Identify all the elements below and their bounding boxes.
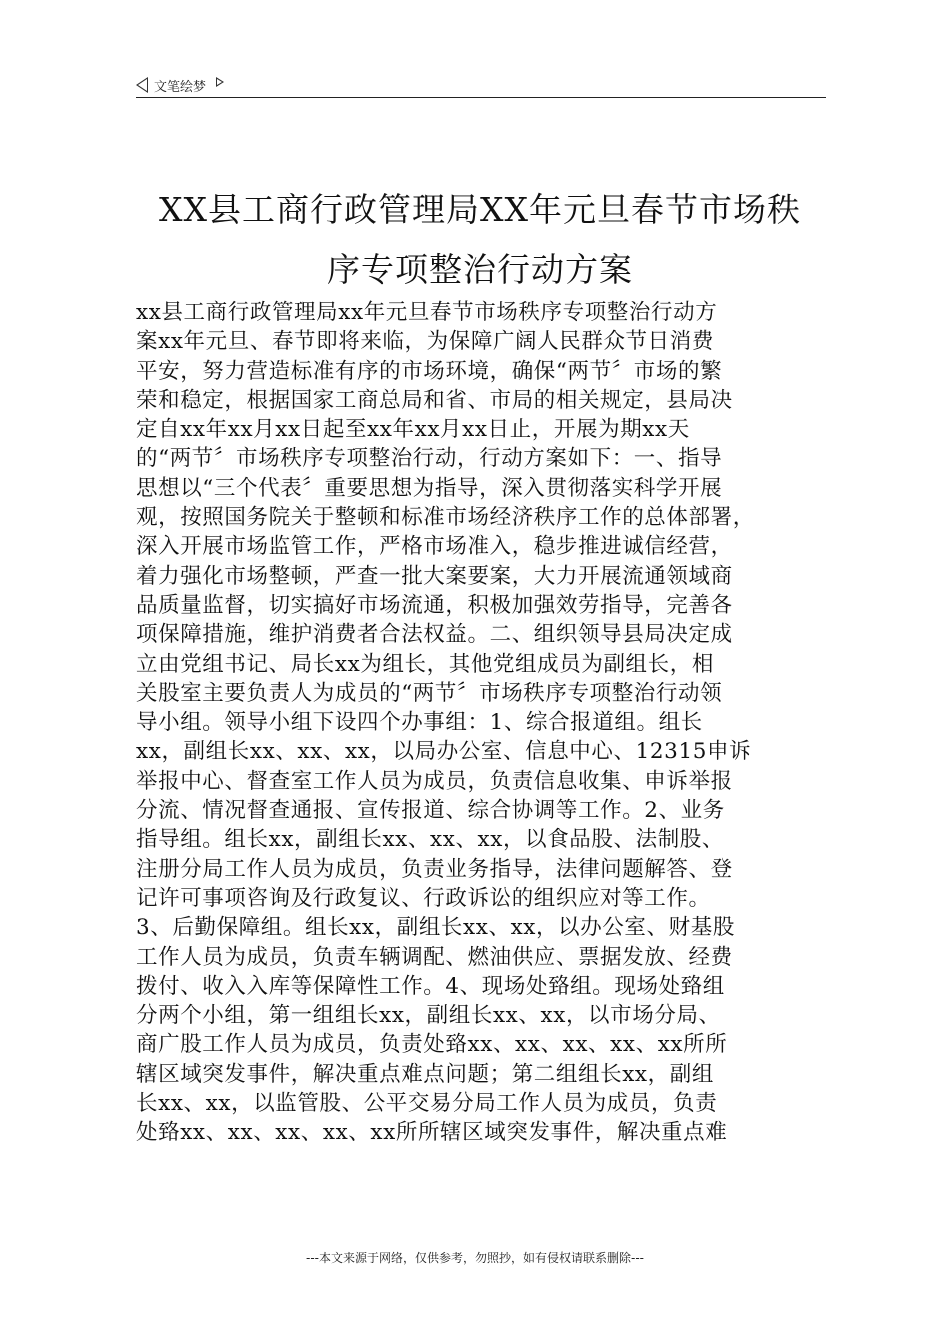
body-text-line: 3、后勤保障组。组长xx，副组长xx、xx，以办公室、财基股 [136, 915, 735, 941]
body-text-line: 注册分局工作人员为成员，负责业务指导，法律问题解答、登 [136, 856, 733, 882]
body-text-line: 荣和稳定，根据国家工商总局和省、市局的相关规定，县局决 [136, 387, 733, 413]
document-body [136, 298, 836, 1148]
brand-label: 文笔绘梦 [154, 79, 207, 95]
body-text-line: 观，按照国务院关于整顿和标准市场经济秩序工作的总体部署， [136, 505, 755, 531]
body-text-line: 案xx年元旦、春节即将来临，为保障广阔人民群众节日消费 [136, 329, 714, 355]
document-title [120, 180, 840, 300]
body-text-line: 分两个小组，第一组组长xx，副组长xx、xx，以市场分局、 [136, 1003, 721, 1029]
body-text-line: 工作人员为成员，负责车辆调配、燃油供应、票据发放、经费 [136, 944, 733, 970]
body-text-line: 关股室主要负责人为成员的“两节〞市场秩序专项整治行动领 [136, 680, 723, 706]
body-text-line: 深入开展市场监管工作，严格市场准入，稳步推进诚信经营， [136, 534, 733, 560]
triangle-right-icon [216, 77, 224, 87]
body-text-line: 举报中心、督查室工作人员为成员，负责信息收集、申诉举报 [136, 768, 733, 794]
body-text-line: 处臵xx、xx、xx、xx、xx所所辖区域突发事件，解决重点难 [136, 1120, 728, 1146]
body-text-line: 平安，努力营造标准有序的市场环境，确保“两节〞市场的繁 [136, 358, 723, 384]
body-text-line: 商广股工作人员为成员，负责处臵xx、xx、xx、xx、xx所所 [136, 1032, 728, 1058]
body-text-line: 指导组。组长xx，副组长xx、xx、xx，以食品股、法制股、 [136, 827, 725, 853]
body-text-line: 记许可事项咨询及行政复议、行政诉讼的组织应对等工作。 [136, 885, 711, 911]
title-line-2: 序专项整治行动方案 [327, 250, 633, 289]
body-text-line: 思想以“三个代表〞重要思想为指导，深入贯彻落实科学开展 [136, 475, 723, 501]
header-divider [136, 97, 826, 98]
page-header [136, 72, 224, 98]
body-text-line: 品质量监督，切实搞好市场流通，积极加强效劳指导，完善各 [136, 592, 733, 618]
triangle-left-icon [136, 77, 148, 93]
body-text-line: xx县工商行政管理局xx年元旦春节市场秩序专项整治行动方 [136, 300, 718, 325]
body-text-line: xx，副组长xx、xx、xx，以局办公室、信息中心、12315申诉 [136, 739, 752, 765]
body-text-line: 导小组。领导小组下设四个办事组：1、综合报道组。组长 [136, 710, 703, 736]
body-text-line: 辖区域突发事件，解决重点难点问题；第二组组长xx，副组 [136, 1061, 714, 1087]
body-text-line: 拨付、收入入库等保障性工作。4、现场处臵组。现场处臵组 [136, 973, 725, 999]
body-text-line: 定自xx年xx月xx日起至xx年xx月xx日止，开展为期xx天 [136, 417, 690, 443]
footer-disclaimer: ---本文来源于网络，仅供参考，勿照抄，如有侵权请联系删除--- [306, 1251, 644, 1265]
body-text-line: 项保障措施，维护消费者合法权益。二、组织领导县局决定成 [136, 622, 733, 648]
body-text-line: 着力强化市场整顿，严查一批大案要案，大力开展流通领域商 [136, 563, 733, 589]
body-text-line: 立由党组书记、局长xx为组长，其他党组成员为副组长，相 [136, 651, 714, 677]
body-text-line: 长xx、xx，以监管股、公平交易分局工作人员为成员，负责 [136, 1091, 718, 1117]
body-text-line: 的“两节〞市场秩序专项整治行动，行动方案如下：一、指导 [136, 446, 723, 472]
body-text-line: 分流、情况督查通报、宣传报道、综合协调等工作。2、业务 [136, 798, 725, 824]
title-line-1: XX县工商行政管理局XX年元旦春节市场秩 [159, 190, 801, 229]
